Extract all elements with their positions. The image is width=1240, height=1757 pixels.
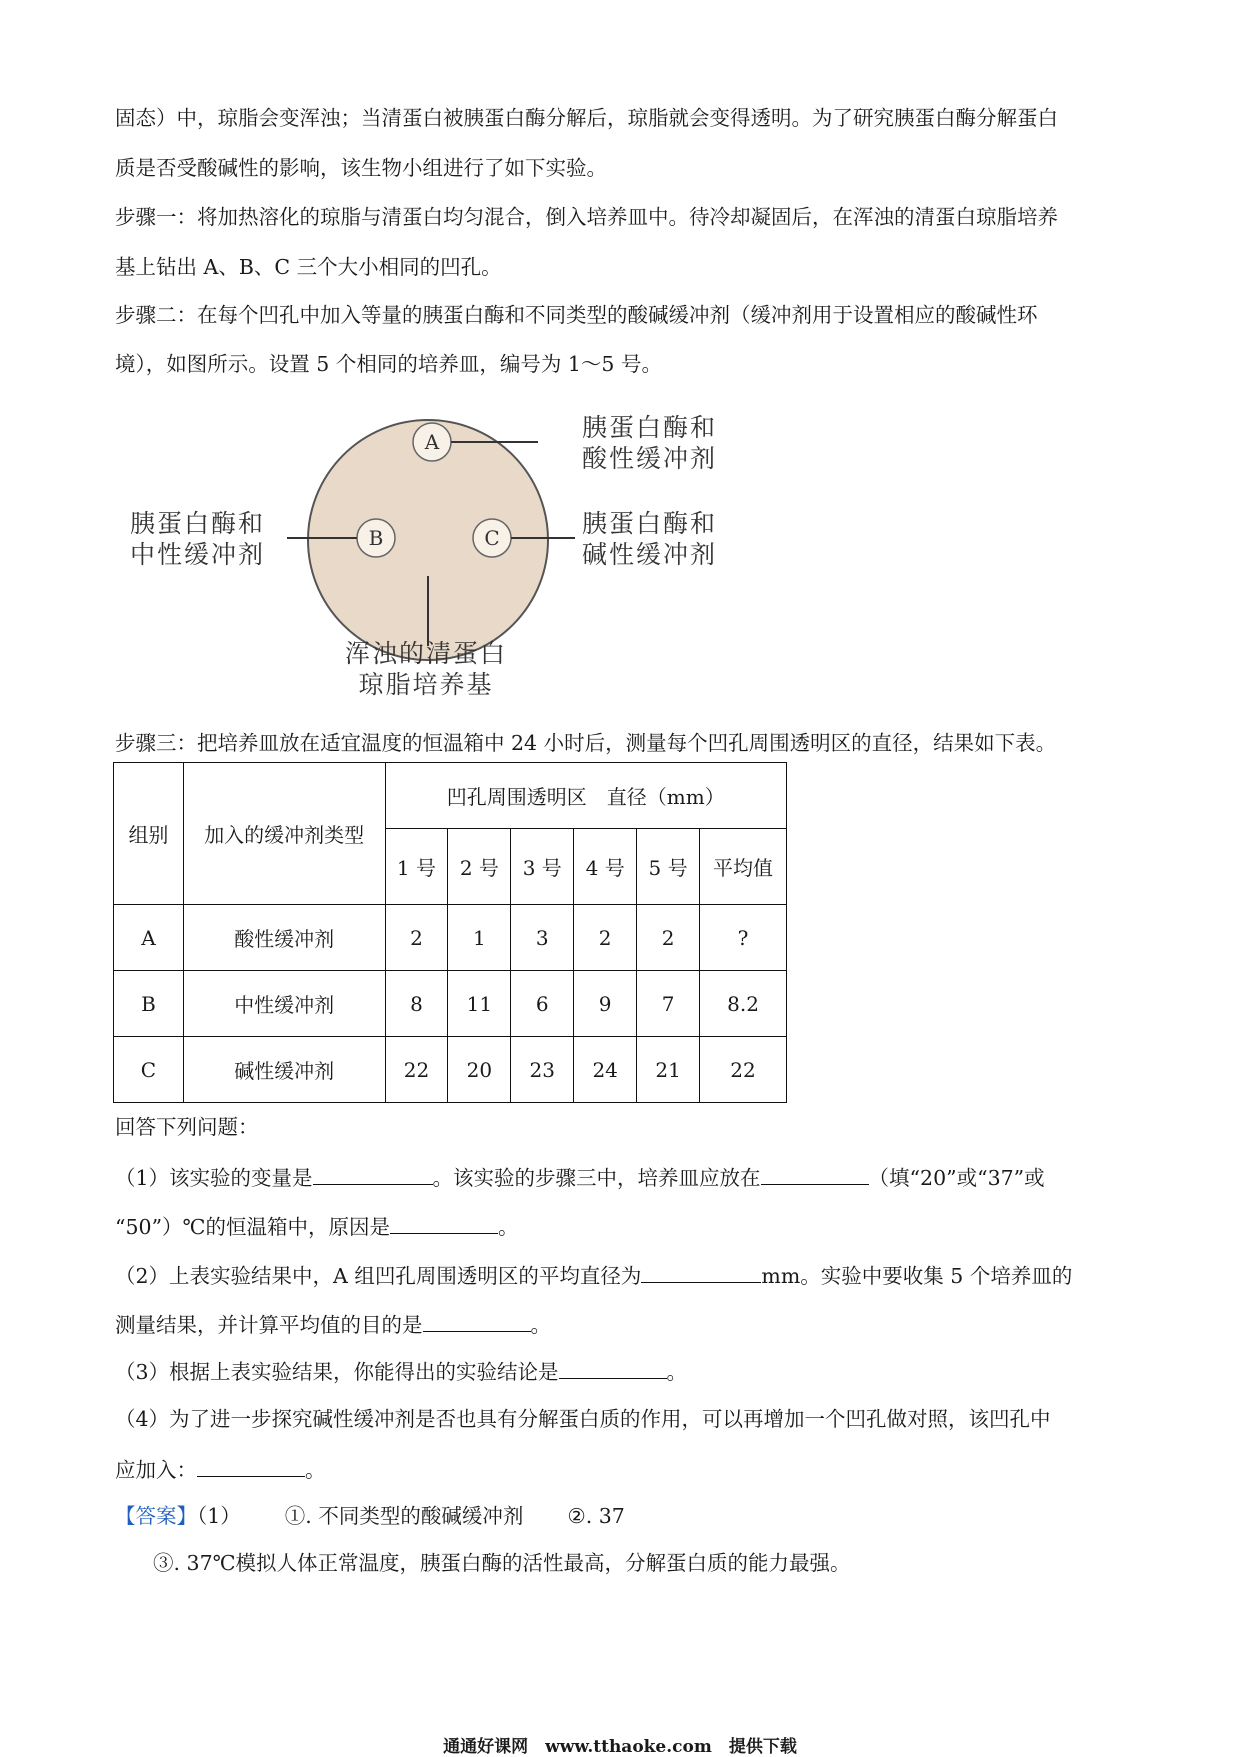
cell-average: 22: [700, 1037, 787, 1103]
answer-item-1: ①. 不同类型的酸碱缓冲剂: [284, 1504, 524, 1528]
cell-group: A: [114, 905, 184, 971]
question-4-cont: 应加入： 。: [115, 1458, 326, 1482]
cell-value: 2: [637, 905, 700, 971]
answer-blank[interactable]: [197, 1458, 305, 1477]
hole-c-label: C: [484, 526, 500, 550]
table-row: [114, 971, 787, 1037]
cell-value: 9: [574, 971, 637, 1037]
answer-blank[interactable]: [390, 1215, 498, 1234]
label-bottom: 浑浊的清蛋白 琼脂培养基: [345, 639, 508, 699]
paragraph-line: 固态）中，琼脂会变浑浊；当清蛋白被胰蛋白酶分解后，琼脂就会变得透明。为了研究胰蛋白酶分解蛋白: [115, 106, 1058, 130]
header-type: 加入的缓冲剂类型: [183, 763, 385, 905]
paragraph-line: 基上钻出 A、B、C 三个大小相同的凹孔。: [115, 255, 502, 279]
header-dish-3: 3 号: [511, 829, 574, 905]
cell-type: 中性缓冲剂: [183, 971, 385, 1037]
cell-value: 11: [448, 971, 511, 1037]
label-a: 胰蛋白酶和 酸性缓冲剂: [582, 413, 718, 473]
hole-a-label: A: [424, 430, 440, 454]
cell-value: 7: [637, 971, 700, 1037]
answer-blank[interactable]: [313, 1166, 433, 1185]
page-footer: 通通好课网 www.tthaoke.com 提供下载: [443, 1737, 797, 1757]
answer-blank[interactable]: [761, 1166, 869, 1185]
cell-value: 6: [511, 971, 574, 1037]
header-dish-5: 5 号: [637, 829, 700, 905]
hole-b-label: B: [368, 526, 384, 550]
table-row: [114, 905, 787, 971]
cell-type: 酸性缓冲剂: [183, 905, 385, 971]
cell-value: 8: [385, 971, 448, 1037]
question-4: （4）为了进一步探究碱性缓冲剂是否也具有分解蛋白质的作用，可以再增加一个凹孔做对照，该凹孔中: [115, 1407, 1051, 1431]
cell-value: 1: [448, 905, 511, 971]
answer-item-3: ③. 37℃模拟人体正常温度，胰蛋白酶的活性最高，分解蛋白质的能力最强。: [153, 1551, 851, 1575]
header-group: 组别: [114, 763, 184, 905]
petri-dish-figure: [120, 398, 760, 700]
cell-value: 21: [637, 1037, 700, 1103]
results-table: [113, 762, 787, 1103]
header-dish-1: 1 号: [385, 829, 448, 905]
cell-value: 3: [511, 905, 574, 971]
header-average: 平均值: [700, 829, 787, 905]
header-dish-4: 4 号: [574, 829, 637, 905]
question-1-cont: “50”）℃的恒温箱中，原因是 。: [115, 1215, 519, 1239]
paragraph-line: 质是否受酸碱性的影响，该生物小组进行了如下实验。: [115, 156, 607, 180]
cell-value: 2: [574, 905, 637, 971]
cell-average: ?: [700, 905, 787, 971]
cell-value: 2: [385, 905, 448, 971]
label-b: 胰蛋白酶和 中性缓冲剂: [130, 509, 266, 569]
cell-value: 24: [574, 1037, 637, 1103]
paragraph-line: 步骤一：将加热溶化的琼脂与清蛋白均匀混合，倒入培养皿中。待冷却凝固后，在浑浊的清蛋白琼脂培养: [115, 205, 1058, 229]
answer-blank[interactable]: [559, 1360, 667, 1379]
header-dish-2: 2 号: [448, 829, 511, 905]
answer-line: 【答案】（1） ①. 不同类型的酸碱缓冲剂 ②. 37: [115, 1504, 625, 1528]
question-3: （3）根据上表实验结果，你能得出的实验结论是 。: [115, 1360, 688, 1384]
cell-group: C: [114, 1037, 184, 1103]
step3-text: 步骤三：把培养皿放在适宜温度的恒温箱中 24 小时后，测量每个凹孔周围透明区的直径，结果如下表。: [115, 731, 1057, 755]
question-2: （2）上表实验结果中，A 组凹孔周围透明区的平均直径为 mm。实验中要收集 5 个培养皿的: [115, 1264, 1073, 1288]
paragraph-line: 境），如图所示。设置 5 个相同的培养皿，编号为 1～5 号。: [115, 352, 662, 376]
cell-value: 20: [448, 1037, 511, 1103]
answer-item-2: ②. 37: [567, 1504, 625, 1528]
answer-blank[interactable]: [641, 1264, 761, 1283]
questions-intro: 回答下列问题：: [115, 1115, 259, 1139]
question-1: （1）该实验的变量是 。该实验的步骤三中，培养皿应放在 （填“20”或“37”或: [115, 1166, 1045, 1190]
answer-blank[interactable]: [423, 1313, 531, 1332]
cell-type: 碱性缓冲剂: [183, 1037, 385, 1103]
label-c: 胰蛋白酶和 碱性缓冲剂: [582, 509, 718, 569]
answer-tag: 【答案】: [115, 1504, 197, 1528]
paragraph-line: 步骤二：在每个凹孔中加入等量的胰蛋白酶和不同类型的酸碱缓冲剂（缓冲剂用于设置相应的酸碱性环: [115, 303, 1038, 327]
cell-group: B: [114, 971, 184, 1037]
cell-value: 22: [385, 1037, 448, 1103]
table-row: [114, 1037, 787, 1103]
question-2-cont: 测量结果，并计算平均值的目的是 。: [115, 1313, 551, 1337]
cell-average: 8.2: [700, 971, 787, 1037]
cell-value: 23: [511, 1037, 574, 1103]
header-diameter: 凹孔周围透明区 直径（mm）: [385, 763, 787, 829]
